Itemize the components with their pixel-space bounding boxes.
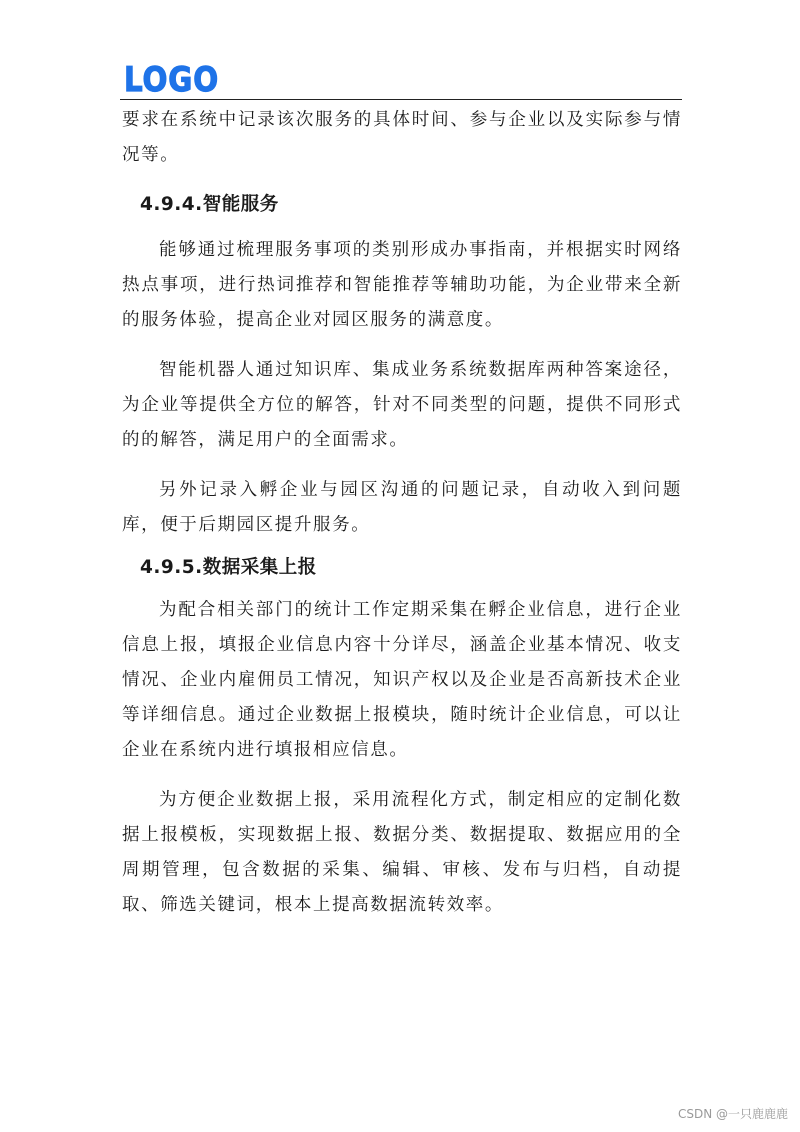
- logo: [124, 62, 224, 96]
- logo-text: LOGO: [124, 62, 219, 96]
- paragraph: 能够通过梳理服务事项的类别形成办事指南，并根据实时网络热点事项，进行热词推荐和智能推荐等辅助功能，为企业带来全新的服务体验，提高企业对园区服务的满意度。: [122, 240, 682, 330]
- document-body: [122, 103, 682, 923]
- section-heading-4-9-4: 4.9.4.智能服务: [140, 194, 279, 215]
- paragraph: 为方便企业数据上报，采用流程化方式，制定相应的定制化数据上报模板，实现数据上报、数据分类、数据提取、数据应用的全周期管理，包含数据的采集、编辑、审核、发布与归档，自动提取、筛选关键词，根本上提高数据流转效率。: [122, 790, 682, 915]
- paragraph: 智能机器人通过知识库、集成业务系统数据库两种答案途径，为企业等提供全方位的解答，针对不同类型的问题，提供不同形式的的解答，满足用户的全面需求。: [122, 360, 682, 450]
- header-divider: [120, 99, 682, 100]
- paragraph: 另外记录入孵企业与园区沟通的问题记录，自动收入到问题库，便于后期园区提升服务。: [122, 480, 682, 535]
- paragraph: 为配合相关部门的统计工作定期采集在孵企业信息，进行企业信息上报，填报企业信息内容十分详尽，涵盖企业基本情况、收支情况、企业内雇佣员工情况，知识产权以及企业是否高新技术企业等详细信息。通过企业数据上报模块，随时统计企业信息，可以让企业在系统内进行填报相应信息。: [122, 600, 682, 760]
- watermark: CSDN @一只鹿鹿鹿: [677, 1107, 788, 1121]
- continued-paragraph: 要求在系统中记录该次服务的具体时间、参与企业以及实际参与情况等。: [122, 110, 682, 165]
- section-heading-4-9-5: 4.9.5.数据采集上报: [140, 557, 317, 578]
